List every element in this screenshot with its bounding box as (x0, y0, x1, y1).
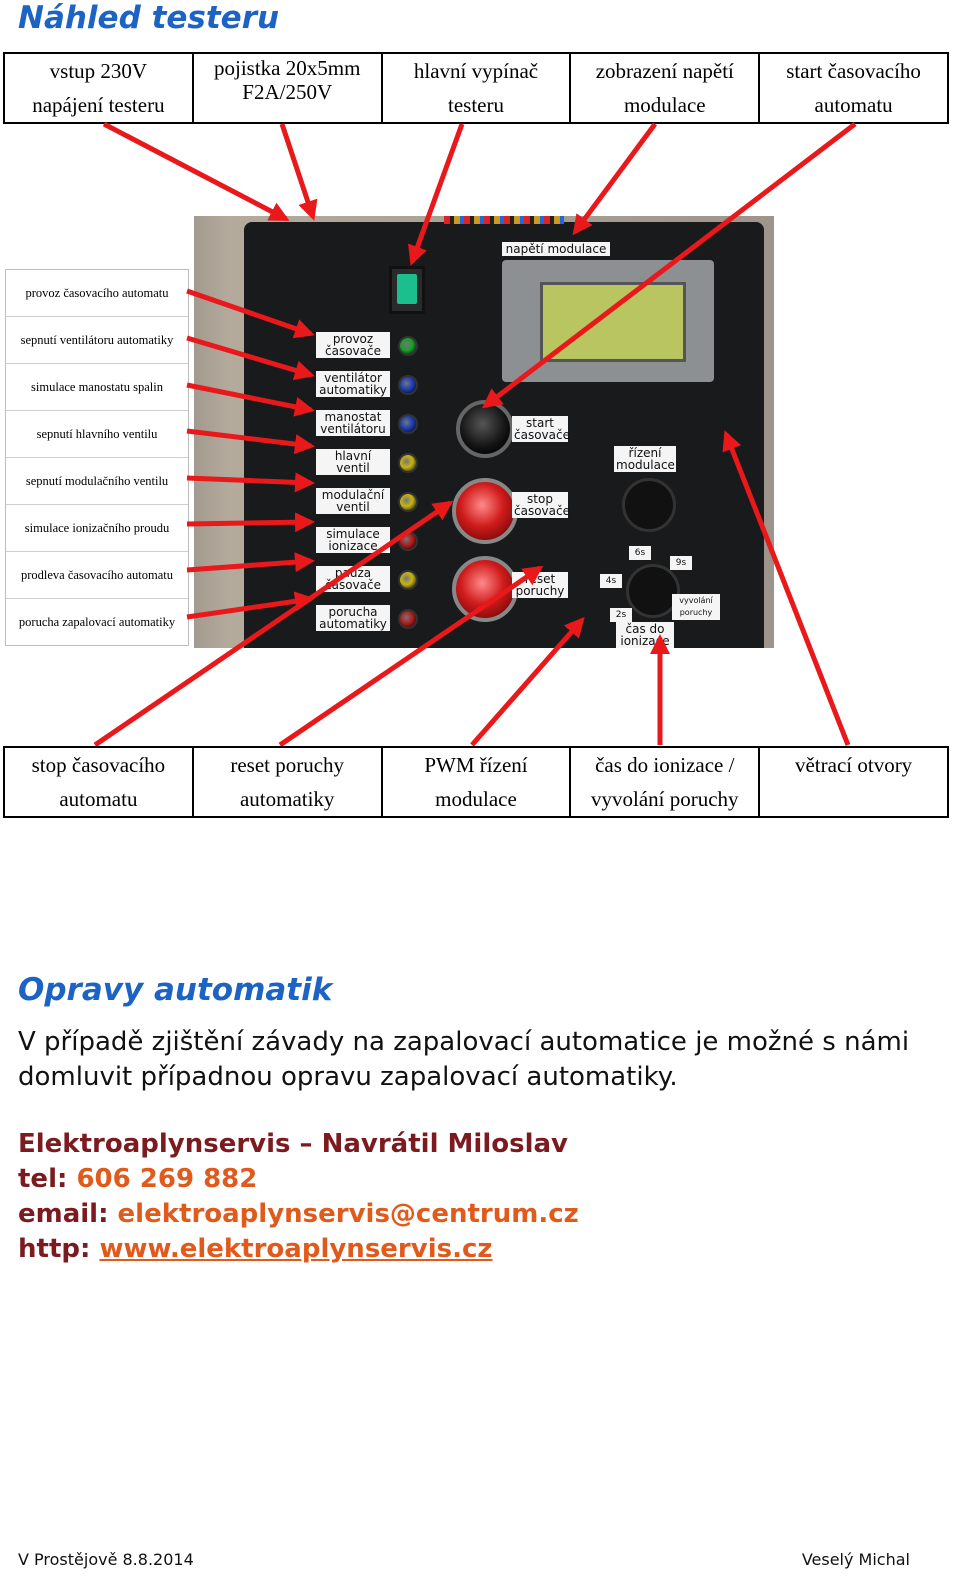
arrow-side-4 (187, 478, 311, 483)
label-cas: čas do ionizace (616, 622, 674, 648)
arrow-side-1 (187, 338, 311, 375)
top-label-zobrazeni: zobrazení napětí modulace (570, 53, 759, 123)
tick-2s: 2s (610, 608, 632, 622)
arrow-stop (95, 503, 450, 745)
phone-number: 606 269 882 (76, 1164, 258, 1194)
bottom-label-pwm: PWM řízení modulace (382, 747, 571, 817)
phone-line: tel: 606 269 882 (18, 1164, 258, 1194)
arrow-vstup (104, 124, 286, 219)
arrow-vetraci (726, 434, 848, 745)
side-label: sepnutí modulačního ventilu (6, 458, 188, 505)
panel-label-row: hlavní ventil (316, 449, 390, 475)
label-stop: stop časovače (514, 492, 570, 518)
tick-6s: 6s (629, 546, 651, 560)
side-label: simulace ionizačního proudu (6, 505, 188, 552)
arrow-pwm (472, 620, 582, 745)
tick-4s: 4s (600, 574, 622, 588)
side-label: provoz časovacího automatu (6, 270, 188, 317)
email-line: email: elektroaplynservis@centrum.cz (18, 1199, 579, 1229)
company-name: Elektroaplynservis – Navrátil Miloslav (18, 1129, 568, 1159)
section-title: Opravy automatik (18, 972, 333, 1008)
arrow-start (485, 124, 855, 406)
arrow-side-3 (187, 431, 311, 446)
page-title: Náhled testeru (18, 0, 280, 36)
arrow-zobrazeni (575, 124, 655, 232)
label-voltage: napětí modulace (502, 242, 610, 256)
panel-label-row: provoz časovače (316, 332, 390, 358)
side-label: simulace manostatu spalin (6, 364, 188, 411)
panel-label-row: modulační ventil (316, 488, 390, 514)
label-rizeni: řízení modulace (616, 446, 675, 472)
arrow-pojistka (282, 124, 313, 217)
email-address: elektroaplynservis@centrum.cz (117, 1199, 579, 1229)
panel-label-row: ventilátor automatiky (316, 371, 390, 397)
top-label-pojistka: pojistka 20x5mm F2A/250V (193, 53, 382, 123)
bottom-label-vetraci: větrací otvory (759, 747, 948, 817)
bottom-label-reset: reset poruchy automatiky (193, 747, 382, 817)
side-label: porucha zapalovací automatiky (18, 614, 176, 629)
side-label: sepnutí ventilátoru automatiky (6, 317, 188, 364)
label-vyvolani: vyvolání poruchy (672, 594, 720, 620)
side-label: sepnutí hlavního ventilu (6, 411, 188, 458)
footer-right: Veselý Michal (801, 1550, 910, 1569)
top-label-vstup: vstup 230V napájení testeru (4, 53, 193, 123)
tick-9s: 9s (670, 556, 692, 570)
top-label-vypinac: hlavní vypínač testeru (382, 53, 571, 123)
arrow-vypinac (412, 124, 462, 262)
panel-label-row: manostat ventilátoru (316, 410, 390, 436)
repair-paragraph: V případě zjištění závady na zapalovací automatice je možné s námi domluvit případnou opravu zapalovací automatiky. (18, 1027, 910, 1092)
web-line: http: www.elektroaplynservis.cz (18, 1234, 493, 1264)
bottom-label-cas: čas do ionizace / vyvolání poruchy (570, 747, 759, 817)
panel-label-row: porucha automatiky (316, 605, 390, 631)
top-label-start: start časovacího automatu (759, 53, 948, 123)
panel-label-row: pauza časovače (316, 566, 390, 592)
arrow-side-0 (187, 291, 311, 334)
label-reset: reset poruchy (512, 572, 568, 598)
website-link[interactable]: www.elektroaplynservis.cz (99, 1234, 493, 1264)
footer-left: V Prostějově 8.8.2014 (18, 1550, 194, 1569)
panel-label-row: simulace ionizace (316, 527, 390, 553)
label-start: start časovače (514, 416, 570, 442)
bottom-label-stop: stop časovacího automatu (4, 747, 193, 817)
arrow-side-6 (187, 561, 311, 570)
side-label: prodleva časovacího automatu (6, 552, 188, 599)
bottom-labels-table (3, 746, 949, 818)
arrow-side-5 (187, 522, 311, 524)
arrow-side-2 (187, 385, 311, 410)
